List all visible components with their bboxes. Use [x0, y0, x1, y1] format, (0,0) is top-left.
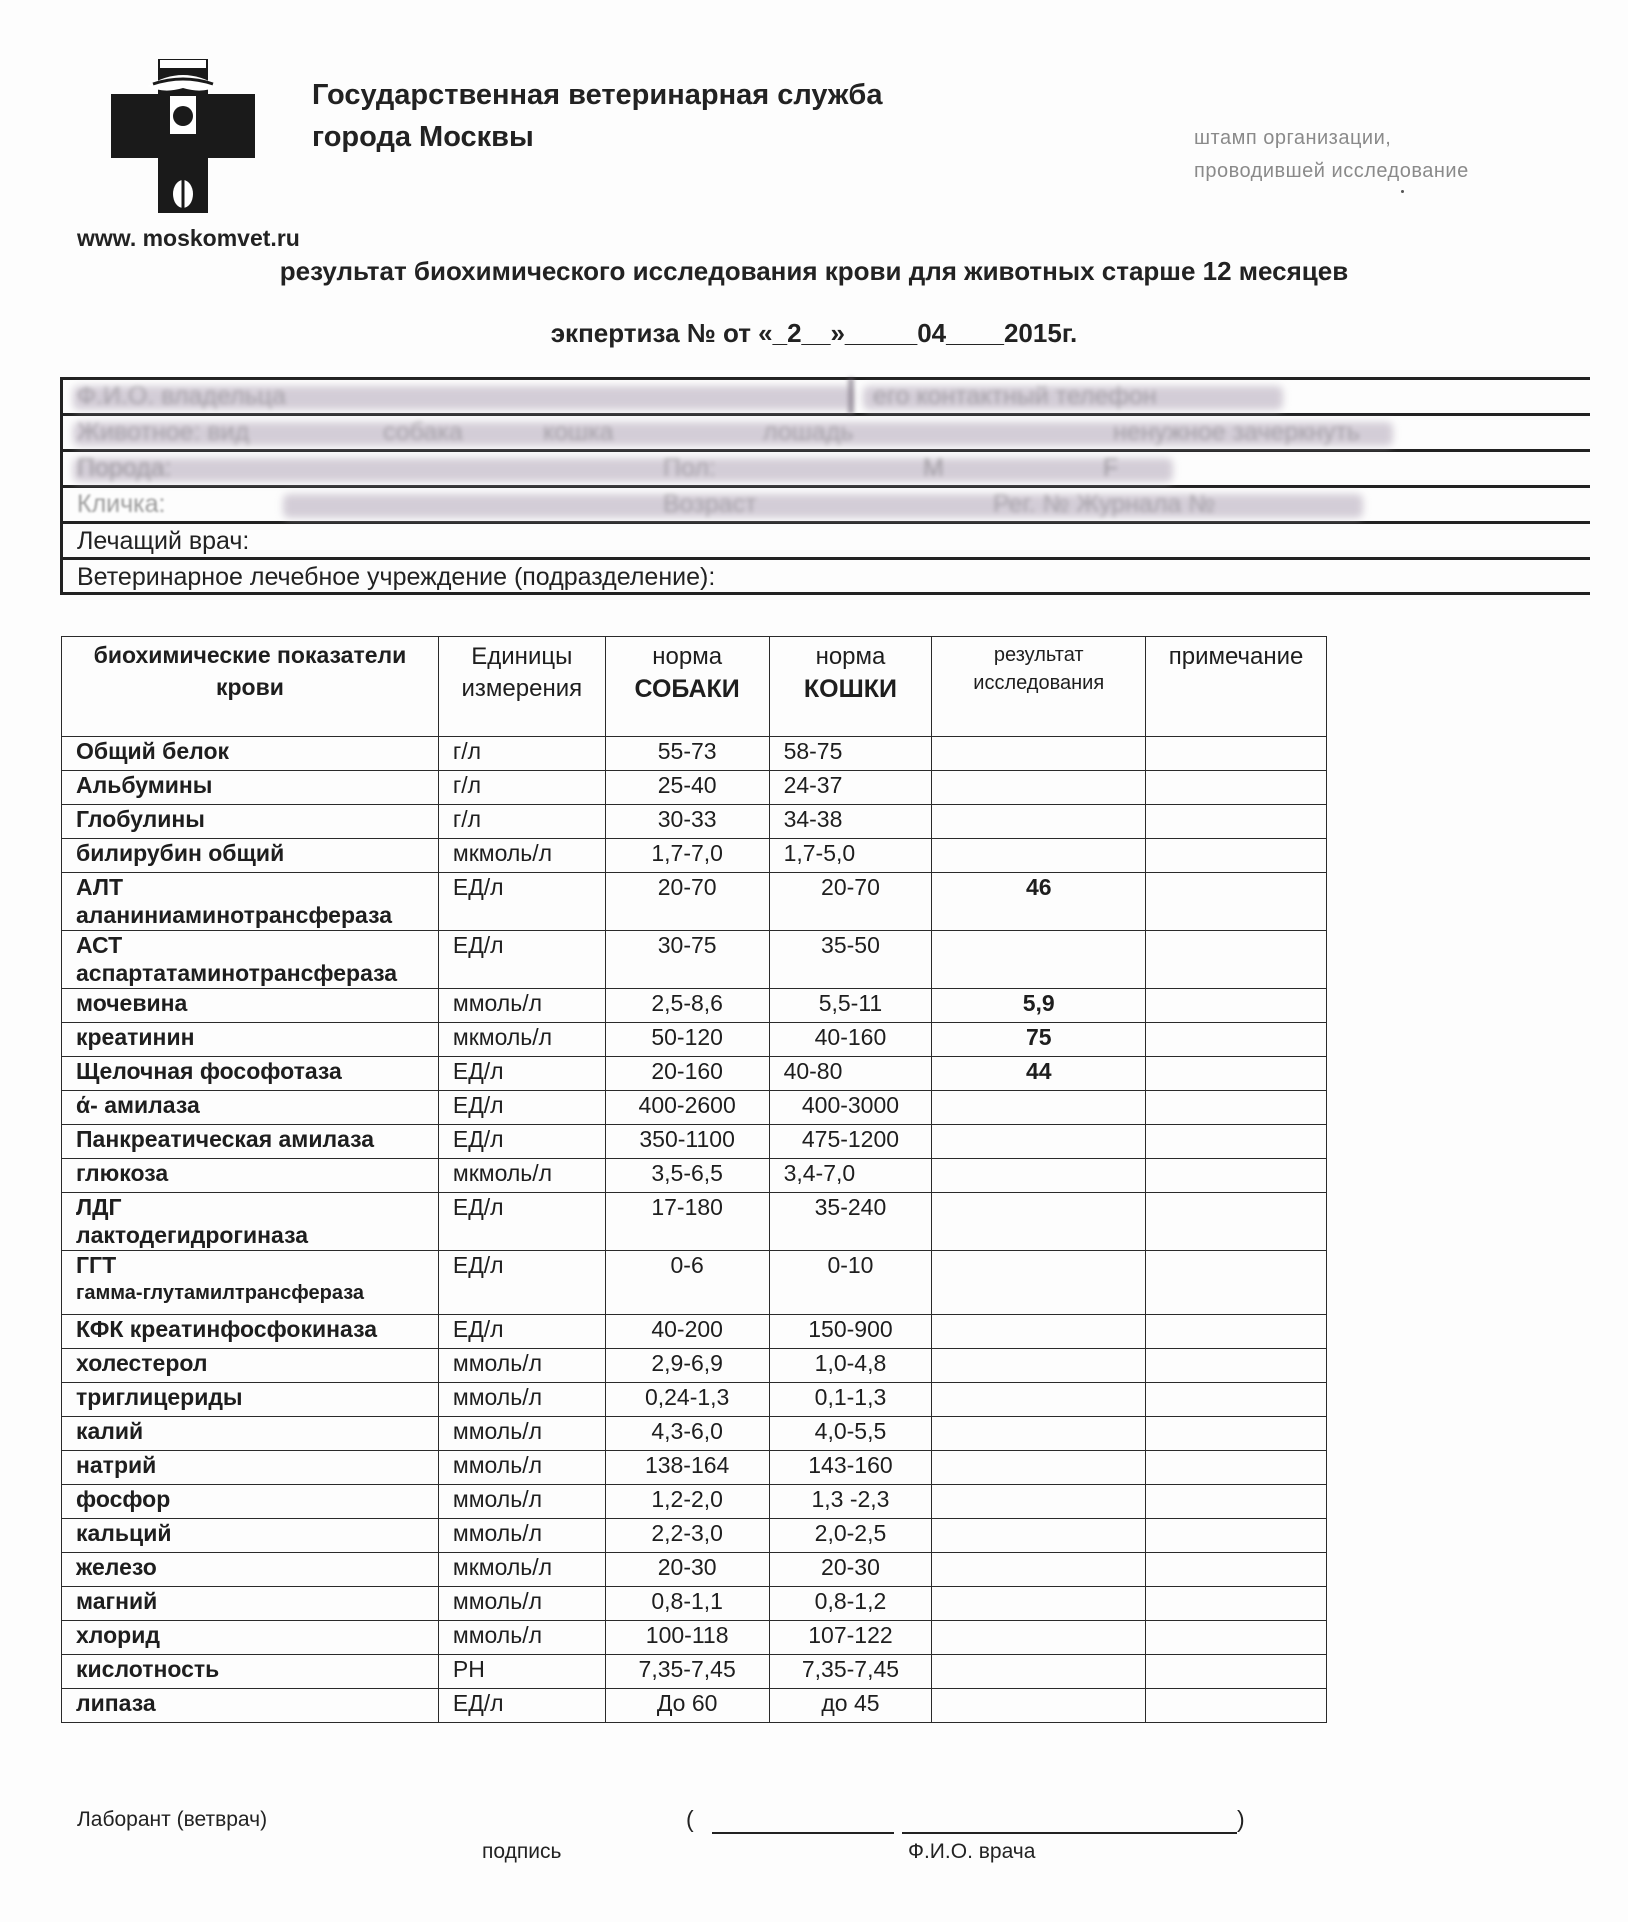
indicator-name — [62, 1251, 439, 1315]
cat-norm-cell: 3,4-7,0 — [769, 1159, 932, 1193]
breed-label: Порода: — [77, 454, 172, 482]
result-cell — [932, 1519, 1146, 1553]
dog-norm-cell: 17-180 — [605, 1193, 769, 1251]
indicator-name — [62, 1091, 439, 1125]
unit-cell: ммоль/л — [438, 1451, 605, 1485]
biochemistry-table — [61, 636, 1327, 1723]
result-cell — [932, 805, 1146, 839]
cat-norm-cell: 0,8-1,2 — [769, 1587, 932, 1621]
result-cell — [932, 1655, 1146, 1689]
note-cell — [1146, 1621, 1327, 1655]
cat-norm-cell: 150-900 — [769, 1315, 932, 1349]
species-cat: кошка — [543, 418, 614, 446]
paren-open: ( — [686, 1806, 694, 1832]
dog-norm-cell: 40-200 — [605, 1315, 769, 1349]
dog-norm-cell: 20-160 — [605, 1057, 769, 1091]
indicator-name-text: билирубин общий — [76, 840, 285, 866]
header-dog-norm — [605, 637, 769, 737]
unit-cell: г/л — [438, 805, 605, 839]
indicator-name — [62, 805, 439, 839]
note-cell — [1146, 1655, 1327, 1689]
header-note-text: примечание — [1168, 643, 1304, 670]
organization-name — [312, 74, 882, 158]
owner-row — [63, 380, 1590, 416]
dog-norm-cell: 100-118 — [605, 1621, 769, 1655]
note-cell — [1146, 1689, 1327, 1723]
note-cell — [1146, 737, 1327, 771]
breed-row — [63, 452, 1590, 488]
unit-cell: ЕД/л — [438, 1251, 605, 1315]
table-row — [62, 1655, 1327, 1689]
indicator-name — [62, 1451, 439, 1485]
note-cell — [1146, 1125, 1327, 1159]
result-cell — [932, 1125, 1146, 1159]
indicator-name-text: магний — [76, 1588, 158, 1614]
unit-cell: ЕД/л — [438, 1091, 605, 1125]
result-cell: 46 — [932, 873, 1146, 931]
indicator-name-text: ГГТ — [76, 1252, 117, 1278]
unit-cell: мкмоль/л — [438, 1159, 605, 1193]
table-row — [62, 1193, 1327, 1251]
dog-norm-cell: 55-73 — [605, 737, 769, 771]
result-cell — [932, 1193, 1146, 1251]
indicator-name — [62, 1349, 439, 1383]
stamp-dot — [1401, 190, 1404, 193]
unit-cell: ЕД/л — [438, 1193, 605, 1251]
indicator-name — [62, 839, 439, 873]
header-note — [1146, 637, 1327, 737]
indicator-name — [62, 1621, 439, 1655]
result-cell — [932, 1451, 1146, 1485]
result-cell — [932, 1315, 1146, 1349]
strike-note: ненужное зачеркнуть — [1113, 418, 1360, 446]
note-cell — [1146, 805, 1327, 839]
indicator-name — [62, 1587, 439, 1621]
table-row — [62, 805, 1327, 839]
lab-technician-label: Лаборант (ветврач) — [77, 1808, 268, 1831]
header-cat-line2: КОШКИ — [803, 675, 897, 703]
indicator-name-text: калий — [76, 1418, 144, 1444]
sex-label: Пол: — [663, 454, 716, 482]
result-cell: 44 — [932, 1057, 1146, 1091]
indicator-name-text: АЛТ — [76, 874, 124, 900]
cat-norm-cell: 107-122 — [769, 1621, 932, 1655]
nickname-row — [63, 488, 1590, 524]
indicator-name — [62, 1125, 439, 1159]
document-title: результат биохимического исследования крови для животных старше 12 месяцев — [279, 256, 1349, 286]
note-cell — [1146, 873, 1327, 931]
sex-male: М — [923, 454, 944, 482]
note-cell — [1146, 1417, 1327, 1451]
indicator-name — [62, 1485, 439, 1519]
note-cell — [1146, 1485, 1327, 1519]
indicator-name — [62, 1689, 439, 1723]
dog-norm-cell: 20-30 — [605, 1553, 769, 1587]
note-cell — [1146, 1383, 1327, 1417]
indicator-name — [62, 931, 439, 989]
doctor-row — [63, 524, 1590, 560]
table-row — [62, 1587, 1327, 1621]
unit-cell: мкмоль/л — [438, 839, 605, 873]
table-header-row — [62, 637, 1327, 737]
owner-label: Ф.И.О. владельца — [77, 382, 286, 410]
header-cat-line1: норма — [815, 643, 886, 670]
indicator-name-text: Щелочная фософотаза — [76, 1058, 342, 1084]
website-url: www. moskomvet.ru — [77, 225, 300, 251]
cat-norm-cell: 475-1200 — [769, 1125, 932, 1159]
unit-cell: ммоль/л — [438, 1383, 605, 1417]
unit-cell: мкмоль/л — [438, 1553, 605, 1587]
cat-norm-cell: 40-80 — [769, 1057, 932, 1091]
cat-norm-cell: до 45 — [769, 1689, 932, 1723]
paren-close: ) — [1237, 1806, 1245, 1832]
header-result-line1: результат — [993, 644, 1084, 666]
nickname-label: Кличка: — [77, 490, 166, 518]
doctor-name-label: Ф.И.О. врача — [908, 1840, 1036, 1863]
exam-number-date: экпертиза № от «_2__»_____04____2015г. — [550, 318, 1078, 348]
table-row — [62, 737, 1327, 771]
cat-norm-cell: 58-75 — [769, 737, 932, 771]
cat-norm-cell: 24-37 — [769, 771, 932, 805]
unit-cell: ЕД/л — [438, 931, 605, 989]
indicator-name — [62, 1655, 439, 1689]
doctor-label: Лечащий врач: — [77, 527, 250, 555]
table-row — [62, 1383, 1327, 1417]
indicator-name-text: натрий — [76, 1452, 157, 1478]
unit-cell: ЕД/л — [438, 1125, 605, 1159]
header-dog-line2: СОБАКИ — [634, 675, 740, 703]
unit-cell: ммоль/л — [438, 1519, 605, 1553]
dog-norm-cell: 350-1100 — [605, 1125, 769, 1159]
dog-norm-cell: 25-40 — [605, 771, 769, 805]
dog-norm-cell: 50-120 — [605, 1023, 769, 1057]
table-row — [62, 1689, 1327, 1723]
indicator-name-text: АСТ — [76, 932, 123, 958]
unit-cell: ммоль/л — [438, 1621, 605, 1655]
header-indicator — [62, 637, 439, 737]
table-row — [62, 1485, 1327, 1519]
indicator-name — [62, 1553, 439, 1587]
table-row — [62, 1519, 1327, 1553]
indicator-name — [62, 1519, 439, 1553]
unit-cell: PH — [438, 1655, 605, 1689]
clinic-label: Ветеринарное лечебное учреждение (подразделение): — [77, 563, 716, 591]
result-cell — [932, 931, 1146, 989]
indicator-name-text: ЛДГ — [76, 1194, 122, 1220]
table-row — [62, 989, 1327, 1023]
species-dog: собака — [383, 418, 463, 446]
dog-norm-cell: 2,5-8,6 — [605, 989, 769, 1023]
dog-norm-cell: 30-75 — [605, 931, 769, 989]
table-row — [62, 1621, 1327, 1655]
note-cell — [1146, 771, 1327, 805]
cat-norm-cell: 4,0-5,5 — [769, 1417, 932, 1451]
dog-norm-cell: 0,8-1,1 — [605, 1587, 769, 1621]
result-cell — [932, 1091, 1146, 1125]
unit-cell: ммоль/л — [438, 1417, 605, 1451]
header-units — [438, 637, 605, 737]
indicator-name — [62, 1023, 439, 1057]
cat-norm-cell: 400-3000 — [769, 1091, 932, 1125]
result-cell — [932, 1159, 1146, 1193]
cat-norm-cell: 1,7-5,0 — [769, 839, 932, 873]
indicator-fullname-text: гамма-глутамилтрансфераза — [76, 1282, 364, 1304]
table-row — [62, 1349, 1327, 1383]
unit-cell: ЕД/л — [438, 1689, 605, 1723]
species-horse: лошадь — [763, 418, 854, 446]
unit-cell: ммоль/л — [438, 989, 605, 1023]
note-cell — [1146, 1251, 1327, 1315]
cat-norm-cell: 34-38 — [769, 805, 932, 839]
cat-norm-cell: 20-70 — [769, 873, 932, 931]
vet-service-logo — [108, 56, 258, 216]
note-cell — [1146, 839, 1327, 873]
dog-norm-cell: 2,9-6,9 — [605, 1349, 769, 1383]
table-row — [62, 931, 1327, 989]
phone-label: его контактный телефон — [873, 382, 1157, 410]
indicator-name — [62, 737, 439, 771]
indicator-name-text: глюкоза — [76, 1160, 169, 1186]
result-cell — [932, 737, 1146, 771]
result-cell — [932, 1587, 1146, 1621]
cat-norm-cell: 35-240 — [769, 1193, 932, 1251]
indicator-name-text: креатинин — [76, 1024, 195, 1050]
note-cell — [1146, 1451, 1327, 1485]
header-indicator-text: биохимические показатели крови — [93, 642, 407, 700]
indicator-name-text: КФК креатинфосфокиназа — [76, 1316, 377, 1342]
indicator-name-text: Глобулины — [76, 806, 205, 832]
indicator-name — [62, 771, 439, 805]
result-cell — [932, 1251, 1146, 1315]
unit-cell: ммоль/л — [438, 1587, 605, 1621]
indicator-name-text: железо — [76, 1554, 157, 1580]
cat-norm-cell: 35-50 — [769, 931, 932, 989]
result-cell — [932, 1349, 1146, 1383]
result-cell — [932, 1383, 1146, 1417]
note-cell — [1146, 1315, 1327, 1349]
table-row — [62, 1315, 1327, 1349]
note-cell — [1146, 1587, 1327, 1621]
indicator-name — [62, 1383, 439, 1417]
unit-cell: ЕД/л — [438, 873, 605, 931]
indicator-name — [62, 1159, 439, 1193]
indicator-fullname-text: аспартатаминотрансфераза — [76, 960, 398, 986]
table-row — [62, 1057, 1327, 1091]
indicator-name — [62, 1417, 439, 1451]
indicator-name — [62, 873, 439, 931]
unit-cell: мкмоль/л — [438, 1023, 605, 1057]
dog-norm-cell: 3,5-6,5 — [605, 1159, 769, 1193]
header-dog-line1: норма — [652, 643, 723, 670]
cat-norm-cell: 7,35-7,45 — [769, 1655, 932, 1689]
patient-info-block — [60, 377, 1590, 595]
indicator-name-text: ά- амилаза — [76, 1092, 200, 1118]
note-cell — [1146, 1193, 1327, 1251]
table-row — [62, 1553, 1327, 1587]
cat-norm-cell: 1,3 -2,3 — [769, 1485, 932, 1519]
indicator-name-text: фосфор — [76, 1486, 171, 1512]
table-row — [62, 1159, 1327, 1193]
table-row — [62, 839, 1327, 873]
result-cell — [932, 1621, 1146, 1655]
age-label: Возраст — [663, 490, 757, 518]
org-name-line1: Государственная ветеринарная служба — [312, 79, 883, 111]
result-cell — [932, 1689, 1146, 1723]
table-row — [62, 1023, 1327, 1057]
indicator-name-text: Общий белок — [76, 738, 230, 764]
dog-norm-cell: 2,2-3,0 — [605, 1519, 769, 1553]
table-row — [62, 1451, 1327, 1485]
table-row — [62, 1125, 1327, 1159]
indicator-name-text: Панкреатическая амилаза — [76, 1126, 375, 1152]
note-cell — [1146, 931, 1327, 989]
note-cell — [1146, 989, 1327, 1023]
unit-cell: ЕД/л — [438, 1057, 605, 1091]
cat-norm-cell: 0,1-1,3 — [769, 1383, 932, 1417]
indicator-name-text: триглицериды — [76, 1384, 243, 1410]
signature-label: подпись — [482, 1840, 562, 1863]
note-cell — [1146, 1023, 1327, 1057]
stamp-line2: проводившей исследование — [1194, 160, 1469, 182]
species-label: Животное: вид — [77, 418, 250, 446]
note-cell — [1146, 1349, 1327, 1383]
dog-norm-cell: 1,2-2,0 — [605, 1485, 769, 1519]
header-cat-norm — [769, 637, 932, 737]
result-cell — [932, 1553, 1146, 1587]
note-cell — [1146, 1057, 1327, 1091]
stamp-placeholder — [1194, 122, 1469, 188]
dog-norm-cell: 30-33 — [605, 805, 769, 839]
note-cell — [1146, 1519, 1327, 1553]
cat-norm-cell: 0-10 — [769, 1251, 932, 1315]
cat-norm-cell: 20-30 — [769, 1553, 932, 1587]
table-row — [62, 1251, 1327, 1315]
result-cell — [932, 1485, 1146, 1519]
signature-line — [712, 1832, 894, 1834]
note-cell — [1146, 1159, 1327, 1193]
dog-norm-cell: 7,35-7,45 — [605, 1655, 769, 1689]
indicator-name-text: холестерол — [76, 1350, 208, 1376]
table-row — [62, 771, 1327, 805]
sex-female: F — [1103, 454, 1119, 482]
result-cell: 75 — [932, 1023, 1146, 1057]
unit-cell: ЕД/л — [438, 1315, 605, 1349]
dog-norm-cell: 400-2600 — [605, 1091, 769, 1125]
species-row — [63, 416, 1590, 452]
doctor-name-line — [902, 1832, 1237, 1834]
table-row — [62, 1091, 1327, 1125]
indicator-name — [62, 989, 439, 1023]
dog-norm-cell: До 60 — [605, 1689, 769, 1723]
cat-norm-cell: 40-160 — [769, 1023, 932, 1057]
header-result — [932, 637, 1146, 737]
result-cell — [932, 839, 1146, 873]
indicator-name-text: Альбумины — [76, 772, 213, 798]
cat-norm-cell: 2,0-2,5 — [769, 1519, 932, 1553]
indicator-name-text: липаза — [76, 1690, 156, 1716]
unit-cell: г/л — [438, 771, 605, 805]
dog-norm-cell: 4,3-6,0 — [605, 1417, 769, 1451]
indicator-name-text: хлорид — [76, 1622, 160, 1648]
indicator-name — [62, 1193, 439, 1251]
indicator-name — [62, 1057, 439, 1091]
indicator-name-text: кальций — [76, 1520, 172, 1546]
indicator-name-text: кислотность — [76, 1656, 220, 1682]
table-body — [62, 737, 1327, 1723]
unit-cell: ммоль/л — [438, 1349, 605, 1383]
indicator-fullname-text: аланиниаминотрансфераза — [76, 902, 393, 928]
stamp-line1: штамп организации, — [1194, 127, 1392, 149]
table-row — [62, 1417, 1327, 1451]
dog-norm-cell: 0,24-1,3 — [605, 1383, 769, 1417]
note-cell — [1146, 1091, 1327, 1125]
cat-norm-cell: 5,5-11 — [769, 989, 932, 1023]
header-units-line2: измерения — [461, 675, 583, 702]
cat-norm-cell: 1,0-4,8 — [769, 1349, 932, 1383]
result-cell: 5,9 — [932, 989, 1146, 1023]
indicator-fullname-text: лактодегидрогиназа — [76, 1222, 309, 1248]
dog-norm-cell: 1,7-7,0 — [605, 839, 769, 873]
journal-label: Рег. № Журнала № — [993, 490, 1216, 518]
result-cell — [932, 1417, 1146, 1451]
table-row — [62, 873, 1327, 931]
result-cell — [932, 771, 1146, 805]
dog-norm-cell: 0-6 — [605, 1251, 769, 1315]
unit-cell: г/л — [438, 737, 605, 771]
unit-cell: ммоль/л — [438, 1485, 605, 1519]
cat-norm-cell: 143-160 — [769, 1451, 932, 1485]
dog-norm-cell: 20-70 — [605, 873, 769, 931]
header-units-line1: Единицы — [471, 643, 573, 670]
note-cell — [1146, 1553, 1327, 1587]
header-result-line2: исследования — [973, 672, 1105, 694]
indicator-name — [62, 1315, 439, 1349]
indicator-name-text: мочевина — [76, 990, 188, 1016]
org-name-line2: города Москвы — [312, 121, 534, 153]
dog-norm-cell: 138-164 — [605, 1451, 769, 1485]
